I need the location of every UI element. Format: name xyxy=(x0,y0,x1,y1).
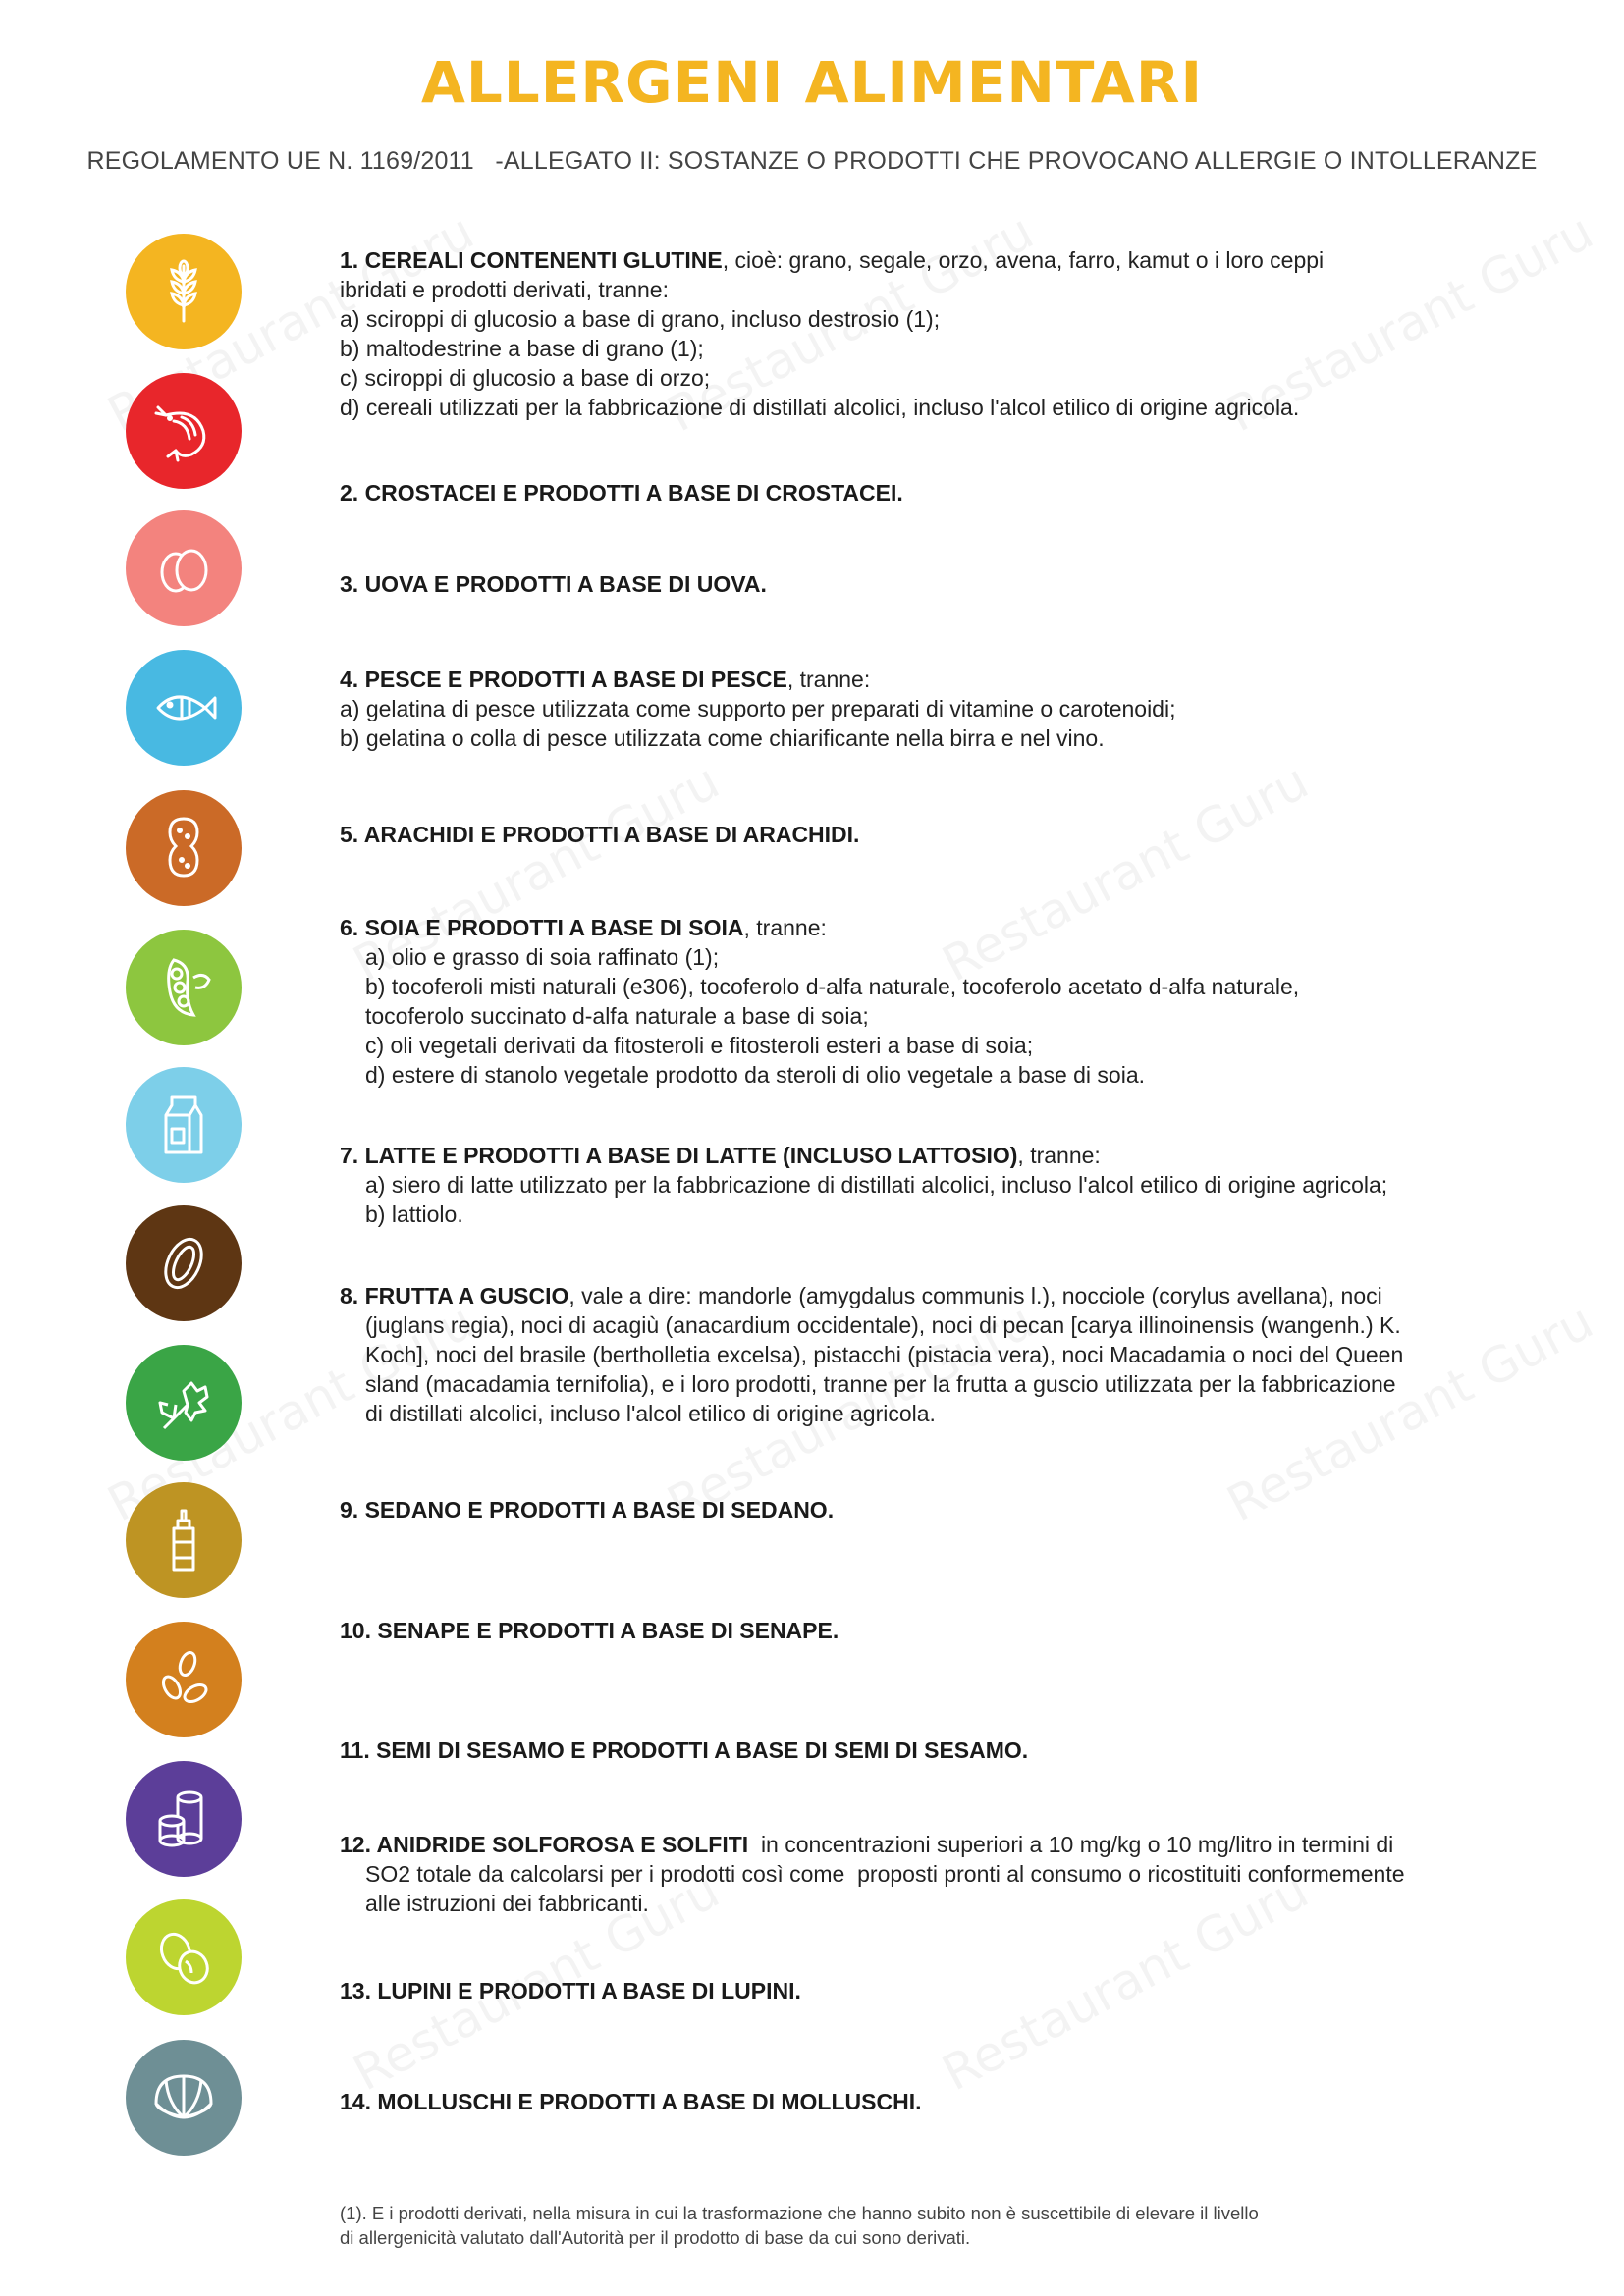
shrimp-icon xyxy=(126,373,242,489)
allergen-heading: 8. FRUTTA A GUSCIO xyxy=(340,1283,569,1308)
allergen-heading-rest: in concentrazioni superiori a 10 mg/kg o 10 mg/litro in termini di xyxy=(748,1832,1394,1857)
page-title: ALLERGENI ALIMENTARI xyxy=(420,49,1204,116)
allergen-heading-rest: , cioè: grano, segale, orzo, avena, farro, kamut o i loro ceppi xyxy=(722,247,1325,273)
footnote xyxy=(340,2201,1439,2250)
page-subtitle: REGOLAMENTO UE N. 1169/2011 -ALLEGATO II: SOSTANZE O PRODOTTI CHE PROVOCANO ALLERGIE O INTOLLERANZE xyxy=(86,147,1538,175)
allergen-heading: 11. SEMI DI SESAMO E PRODOTTI A BASE DI SEMI DI SESAMO. xyxy=(340,1737,1029,1763)
egg-icon xyxy=(126,510,242,626)
allergen-line: a) gelatina di pesce utilizzata come supporto per preparati di vitamine o carotenoidi; xyxy=(340,696,1176,721)
nut-icon xyxy=(126,1205,242,1321)
allergen-item-4 xyxy=(340,665,1518,753)
allergen-item-9 xyxy=(340,1495,1518,1524)
allergen-line: tocoferolo succinato d-alfa naturale a base di soia; xyxy=(365,1003,869,1029)
shell-icon xyxy=(126,2040,242,2156)
allergen-heading: 7. LATTE E PRODOTTI A BASE DI LATTE (INCLUSO LATTOSIO) xyxy=(340,1143,1018,1168)
allergen-item-5 xyxy=(340,820,1518,849)
allergen-heading: 3. UOVA E PRODOTTI A BASE DI UOVA. xyxy=(340,571,767,597)
allergen-heading: 13. LUPINI E PRODOTTI A BASE DI LUPINI. xyxy=(340,1978,801,2003)
allergen-line: (juglans regia), noci di acagiù (anacardium occidentale), noci di pecan [carya illinoinensis (wangenh.) K. xyxy=(365,1312,1401,1338)
allergen-item-13 xyxy=(340,1976,1518,2005)
allergen-item-10 xyxy=(340,1616,1518,1645)
allergen-line: b) tocoferoli misti naturali (e306), tocoferolo d-alfa naturale, tocoferolo acetato d-alfa naturale, xyxy=(365,974,1300,999)
allergen-line: d) cereali utilizzati per la fabbricazione di distillati alcolici, incluso l'alcol etilico di origine agricola. xyxy=(340,395,1300,420)
allergen-item-8 xyxy=(340,1281,1518,1428)
allergen-line: sland (macadamia ternifolia), e i loro prodotti, tranne per la frutta a guscio utilizzata per la fabbricazione xyxy=(365,1371,1396,1397)
allergen-heading: 1. CEREALI CONTENENTI GLUTINE xyxy=(340,247,723,273)
allergen-item-2 xyxy=(340,478,1518,507)
peanut-icon xyxy=(126,790,242,906)
allergen-line: di distillati alcolici, incluso l'alcol etilico di origine agricola. xyxy=(365,1401,936,1426)
wheat-icon xyxy=(126,234,242,349)
allergen-line: b) gelatina o colla di pesce utilizzata come chiarificante nella birra e nel vino. xyxy=(340,725,1105,751)
footnote-line: (1). E i prodotti derivati, nella misura in cui la trasformazione che hanno subito non è suscettibile di elevare il livello xyxy=(340,2203,1259,2223)
fish-icon xyxy=(126,650,242,766)
allergen-heading: 14. MOLLUSCHI E PRODOTTI A BASE DI MOLLUSCHI. xyxy=(340,2089,922,2114)
allergen-line: c) oli vegetali derivati da fitosteroli e fitosteroli esteri a base di soia; xyxy=(365,1033,1034,1058)
allergen-heading: 6. SOIA E PRODOTTI A BASE DI SOIA xyxy=(340,915,744,940)
allergen-heading: 4. PESCE E PRODOTTI A BASE DI PESCE xyxy=(340,667,787,692)
allergen-item-11 xyxy=(340,1735,1518,1765)
allergen-line: a) siero di latte utilizzato per la fabbricazione di distillati alcolici, incluso l'alcol etilico di origine agricola; xyxy=(365,1172,1388,1198)
allergen-line: b) lattiolo. xyxy=(365,1201,463,1227)
allergen-heading: 2. CROSTACEI E PRODOTTI A BASE DI CROSTACEI. xyxy=(340,480,903,506)
allergen-line: Koch], noci del brasile (bertholletia excelsa), pistacchi (pistacia vera), noci Macadamia o noci del Queen xyxy=(365,1342,1404,1367)
allergen-line: a) sciroppi di glucosio a base di grano, incluso destrosio (1); xyxy=(340,306,941,332)
allergen-line: SO2 totale da calcolarsi per i prodotti così come proposti pronti al consumo o ricostituiti conformemente xyxy=(365,1861,1405,1887)
allergen-heading-rest: , tranne: xyxy=(743,915,827,940)
allergen-item-1 xyxy=(340,245,1518,422)
allergen-line: c) sciroppi di glucosio a base di orzo; xyxy=(340,365,711,391)
allergen-heading-rest: , tranne: xyxy=(786,667,871,692)
allergen-heading: 5. ARACHIDI E PRODOTTI A BASE DI ARACHIDI. xyxy=(340,822,860,847)
milk-icon xyxy=(126,1067,242,1183)
allergen-item-14 xyxy=(340,2087,1518,2116)
soy-icon xyxy=(126,930,242,1045)
can-icon xyxy=(126,1761,242,1877)
allergen-line: ibridati e prodotti derivati, tranne: xyxy=(340,277,669,302)
allergen-heading-rest: , vale a dire: mandorle (amygdalus communis l.), nocciole (corylus avellana), noci xyxy=(568,1283,1382,1308)
allergen-line: alle istruzioni dei fabbricanti. xyxy=(365,1891,649,1916)
allergen-heading: 9. SEDANO E PRODOTTI A BASE DI SEDANO. xyxy=(340,1497,835,1522)
lupin-icon xyxy=(126,1899,242,2015)
allergen-item-3 xyxy=(340,569,1518,599)
allergen-line: b) maltodestrine a base di grano (1); xyxy=(340,336,704,361)
allergen-item-7 xyxy=(340,1141,1518,1229)
allergen-item-6 xyxy=(340,913,1518,1090)
allergen-item-12 xyxy=(340,1830,1518,1918)
celery-icon xyxy=(126,1345,242,1461)
sesame-icon xyxy=(126,1622,242,1737)
allergen-heading: 12. ANIDRIDE SOLFOROSA E SOLFITI xyxy=(340,1832,749,1857)
allergen-heading: 10. SENAPE E PRODOTTI A BASE DI SENAPE. xyxy=(340,1618,839,1643)
mustard-icon xyxy=(126,1482,242,1598)
allergen-line: d) estere di stanolo vegetale prodotto da steroli di olio vegetale a base di soia. xyxy=(365,1062,1146,1088)
allergen-heading-rest: , tranne: xyxy=(1017,1143,1101,1168)
footnote-line: di allergenicità valutato dall'Autorità per il prodotto di base da cui sono derivati. xyxy=(340,2227,971,2248)
allergen-line: a) olio e grasso di soia raffinato (1); xyxy=(365,944,720,970)
